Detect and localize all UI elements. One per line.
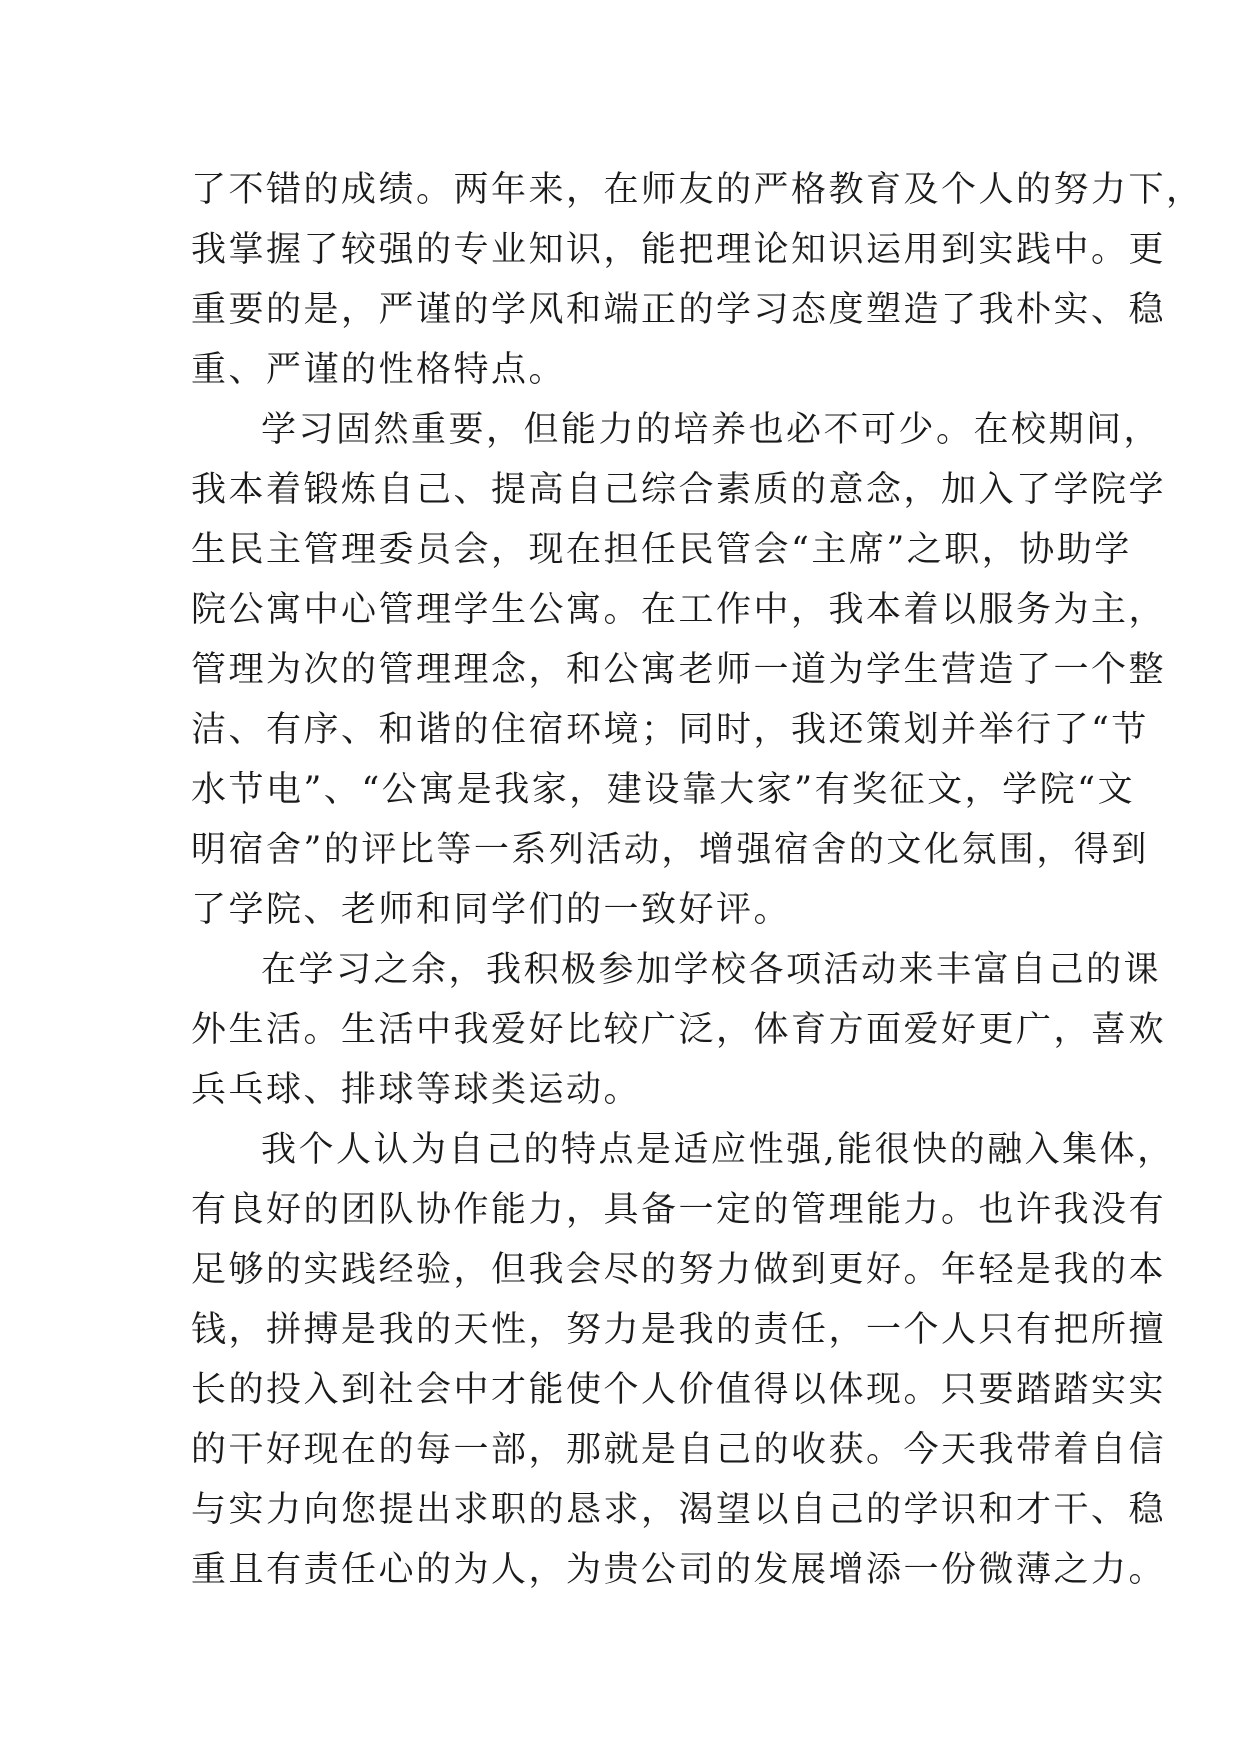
text-line: 在学习之余，我积极参加学校各项活动来丰富自己的课 bbox=[261, 950, 1162, 990]
text-line: 长的投入到社会中才能使个人价值得以体现。只要踏踏实实 bbox=[191, 1370, 1167, 1410]
document-body bbox=[191, 160, 1204, 1600]
text-line: 我掌握了较强的专业知识，能把理论知识运用到实践中。更 bbox=[191, 230, 1167, 270]
text-line: 管理为次的管理理念，和公寓老师一道为学生营造了一个整 bbox=[191, 650, 1167, 690]
text-line: 有良好的团队协作能力，具备一定的管理能力。也许我没有 bbox=[191, 1190, 1167, 1230]
text-line: 兵乓球、排球等球类运动。 bbox=[191, 1070, 642, 1110]
text-line: 我个人认为自己的特点是适应性强,能很快的融入集体， bbox=[261, 1130, 1175, 1170]
text-line: 足够的实践经验，但我会尽的努力做到更好。年轻是我的本 bbox=[191, 1250, 1167, 1290]
text-line: 了学院、老师和同学们的一致好评。 bbox=[191, 890, 792, 930]
text-line: 了不错的成绩。两年来，在师友的严格教育及个人的努力下， bbox=[191, 170, 1204, 210]
text-line: 洁、有序、和谐的住宿环境；同时，我还策划并举行了“节 bbox=[191, 710, 1149, 750]
text-line: 水节电”、“公寓是我家，建设靠大家”有奖征文，学院“文 bbox=[191, 770, 1136, 810]
text-line: 重要的是，严谨的学风和端正的学习态度塑造了我朴实、稳 bbox=[191, 290, 1167, 330]
text-line: 重且有责任心的为人，为贵公司的发展增添一份微薄之力。 bbox=[191, 1550, 1167, 1590]
text-line: 明宿舍”的评比等一系列活动，增强宿舍的文化氛围，得到 bbox=[191, 830, 1149, 870]
text-line: 的干好现在的每一部，那就是自己的收获。今天我带着自信 bbox=[191, 1430, 1167, 1470]
paragraph-1 bbox=[191, 160, 1204, 400]
paragraph-4 bbox=[191, 1120, 1175, 1600]
paragraph-2 bbox=[191, 400, 1167, 940]
paragraph-3 bbox=[191, 940, 1167, 1120]
text-line: 外生活。生活中我爱好比较广泛，体育方面爱好更广，喜欢 bbox=[191, 1010, 1167, 1050]
text-line: 我本着锻炼自己、提高自己综合素质的意念，加入了学院学 bbox=[191, 470, 1167, 510]
text-line: 与实力向您提出求职的恳求，渴望以自己的学识和才干、稳 bbox=[191, 1490, 1167, 1530]
text-line: 重、严谨的性格特点。 bbox=[191, 350, 567, 390]
text-line: 学习固然重要，但能力的培养也必不可少。在校期间， bbox=[261, 410, 1162, 450]
text-line: 钱，拼搏是我的天性，努力是我的责任，一个人只有把所擅 bbox=[191, 1310, 1167, 1350]
text-line: 院公寓中心管理学生公寓。在工作中，我本着以服务为主， bbox=[191, 590, 1167, 630]
text-line: 生民主管理委员会，现在担任民管会“主席”之职，协助学 bbox=[191, 530, 1132, 570]
